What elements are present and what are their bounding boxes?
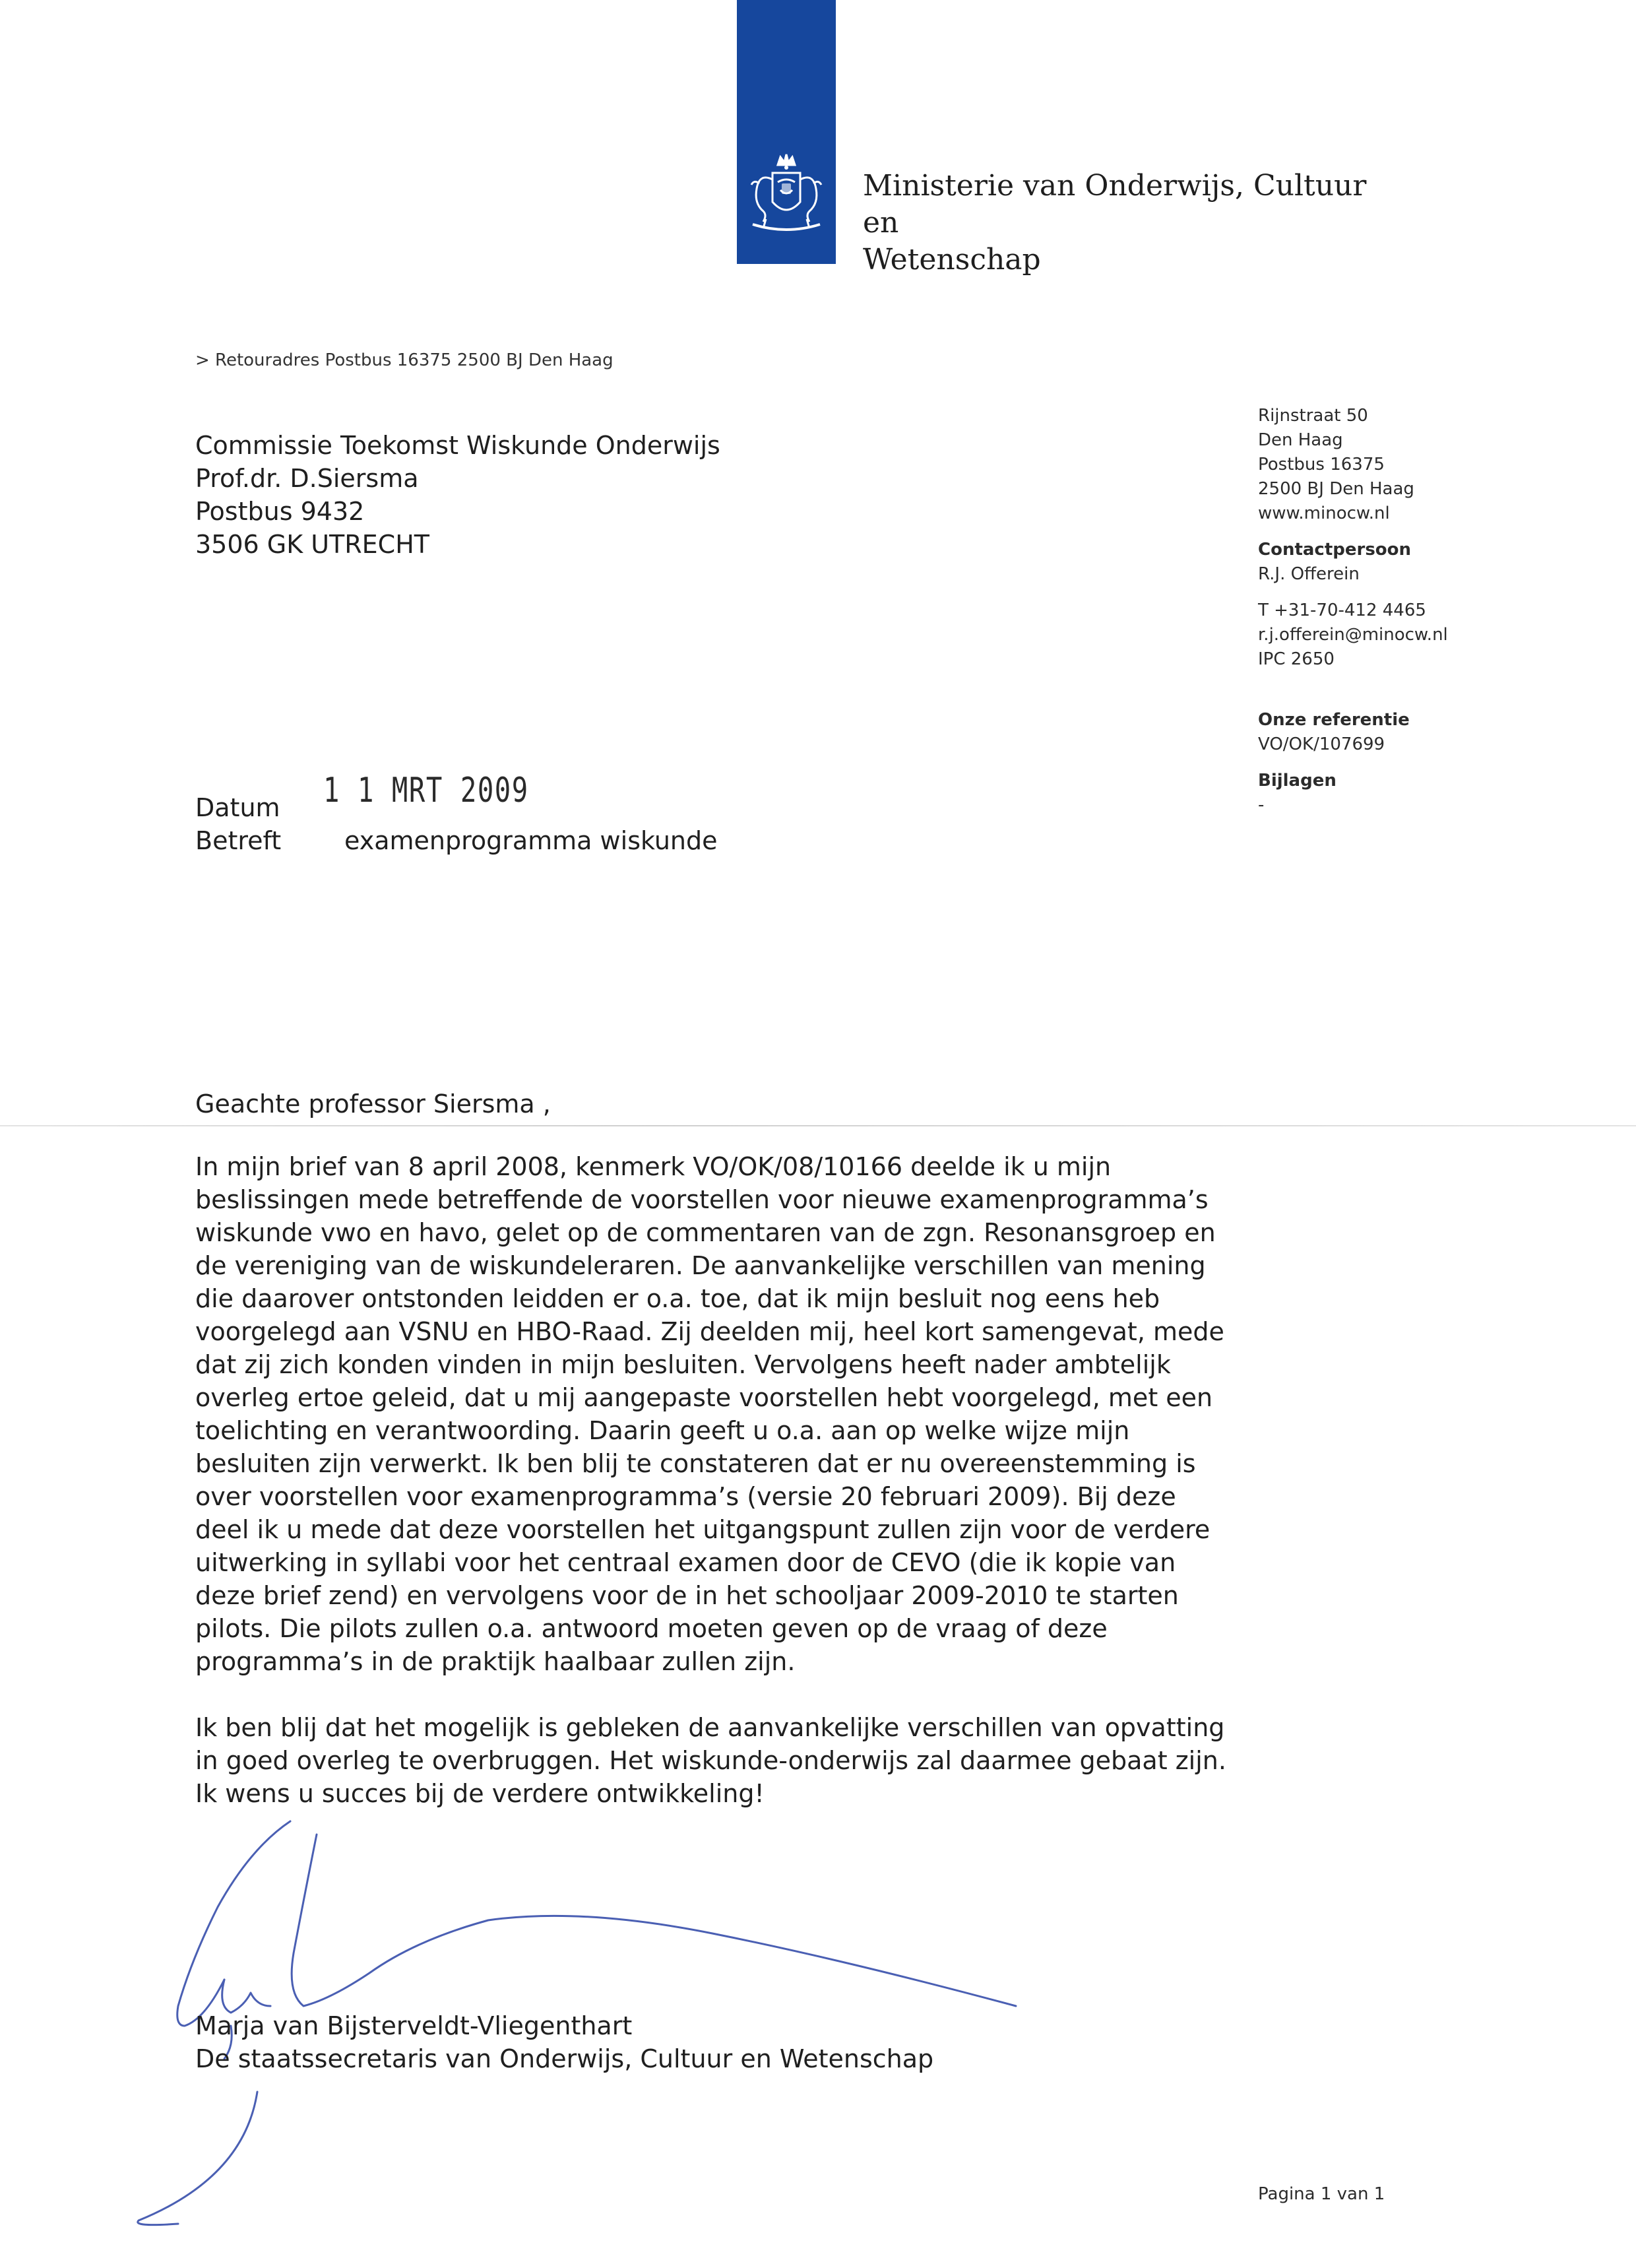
body-line: Ik wens u succes bij de verdere ontwikkeling!: [195, 1779, 765, 1808]
body-line: wiskunde vwo en havo, gelet op de commentaren van de zgn. Resonansgroep en: [195, 1218, 1216, 1247]
contact-name: R.J. Offerein: [1258, 564, 1360, 584]
body-line: besluiten zijn verwerkt. Ik ben blij te constateren dat er nu overeenstemming is: [195, 1449, 1196, 1478]
signer-title: De staatssecretaris van Onderwijs, Cultuur en Wetenschap: [195, 2044, 934, 2073]
contact-label: Contactpersoon: [1258, 540, 1412, 560]
sender-website: www.minocw.nl: [1258, 503, 1390, 523]
attachments-label: Bijlagen: [1258, 771, 1337, 791]
letter-body: [195, 1150, 1264, 1810]
body-line: in goed overleg te overbruggen. Het wiskunde-onderwijs zal daarmee gebaat zijn.: [195, 1746, 1226, 1775]
date-stamp: 1 1 MRT 2009: [323, 771, 529, 810]
recipient-line: Postbus 9432: [195, 497, 365, 526]
sender-address-line: 2500 BJ Den Haag: [1258, 479, 1414, 499]
body-line: de vereniging van de wiskundeleraren. De aanvankelijke verschillen van mening: [195, 1251, 1206, 1280]
date-label: Datum: [195, 793, 280, 822]
body-line: overleg ertoe geleid, dat u mij aangepaste voorstellen hebt voorgelegd, met een: [195, 1383, 1213, 1412]
paper-fold-line: [0, 1125, 1636, 1126]
body-line: deel ik u mede dat deze voorstellen het uitgangspunt zullen zijn voor de verdere: [195, 1515, 1211, 1544]
body-line: Ik ben blij dat het mogelijk is gebleken de aanvankelijke verschillen van opvatting: [195, 1713, 1225, 1742]
contact-phone: T +31-70-412 4465: [1258, 600, 1426, 620]
subject-label: Betreft: [195, 826, 282, 855]
page-number: Pagina 1 van 1: [1258, 2184, 1385, 2204]
ministry-name-line1: Ministerie van Onderwijs, Cultuur en: [863, 169, 1367, 240]
body-line: die daarover ontstonden leidden er o.a. toe, dat ik mijn besluit nog eens heb: [195, 1284, 1160, 1313]
reference-value: VO/OK/107699: [1258, 734, 1385, 754]
attachments-value: -: [1258, 795, 1265, 815]
recipient-line: Commissie Toekomst Wiskunde Onderwijs: [195, 431, 720, 460]
ministry-name-line2: Wetenschap: [863, 243, 1041, 276]
reference-label: Onze referentie: [1258, 710, 1410, 730]
contact-email: r.j.offerein@minocw.nl: [1258, 625, 1448, 645]
signer-block: [195, 2009, 933, 2075]
body-line: voorgelegd aan VSNU en HBO-Raad. Zij deelden mij, heel kort samengevat, mede: [195, 1317, 1224, 1346]
body-line: deze brief zend) en vervolgens voor de in het schooljaar 2009-2010 te starten: [195, 1581, 1179, 1610]
recipient-address: [195, 429, 720, 561]
contact-ipc: IPC 2650: [1258, 649, 1335, 669]
government-logo-bar: [737, 0, 836, 264]
body-line: uitwerking in syllabi voor het centraal examen door de CEVO (die ik kopie van: [195, 1548, 1176, 1577]
ministry-name: [863, 168, 1377, 278]
recipient-line: 3506 GK UTRECHT: [195, 530, 429, 559]
body-line: In mijn brief van 8 april 2008, kenmerk VO/OK/08/10166 deelde ik u mijn: [195, 1152, 1112, 1181]
body-line: programma’s in de praktijk haalbaar zullen zijn.: [195, 1647, 796, 1676]
coat-of-arms-icon: [743, 150, 829, 243]
recipient-line: Prof.dr. D.Siersma: [195, 464, 419, 493]
signer-name: Marja van Bijsterveldt-Vliegenthart: [195, 2011, 633, 2040]
sender-address-line: Rijnstraat 50: [1258, 406, 1368, 426]
body-line: pilots. Die pilots zullen o.a. antwoord moeten geven op de vraag of deze: [195, 1614, 1108, 1643]
return-address: > Retouradres Postbus 16375 2500 BJ Den Haag: [195, 350, 614, 370]
sender-sidebar: [1258, 404, 1482, 818]
body-line: beslissingen mede betreffende de voorstellen voor nieuwe examenprogramma’s: [195, 1185, 1209, 1214]
body-line: toelichting en verantwoording. Daarin geeft u o.a. aan op welke wijze mijn: [195, 1416, 1130, 1445]
sender-address-line: Den Haag: [1258, 430, 1343, 450]
sender-address-line: Postbus 16375: [1258, 455, 1385, 474]
subject-value: examenprogramma wiskunde: [344, 826, 718, 855]
salutation: Geachte professor Siersma ,: [195, 1089, 551, 1118]
body-line: dat zij zich konden vinden in mijn besluiten. Vervolgens heeft nader ambtelijk: [195, 1350, 1171, 1379]
body-line: over voorstellen voor examenprogramma’s (versie 20 februari 2009). Bij deze: [195, 1482, 1176, 1511]
